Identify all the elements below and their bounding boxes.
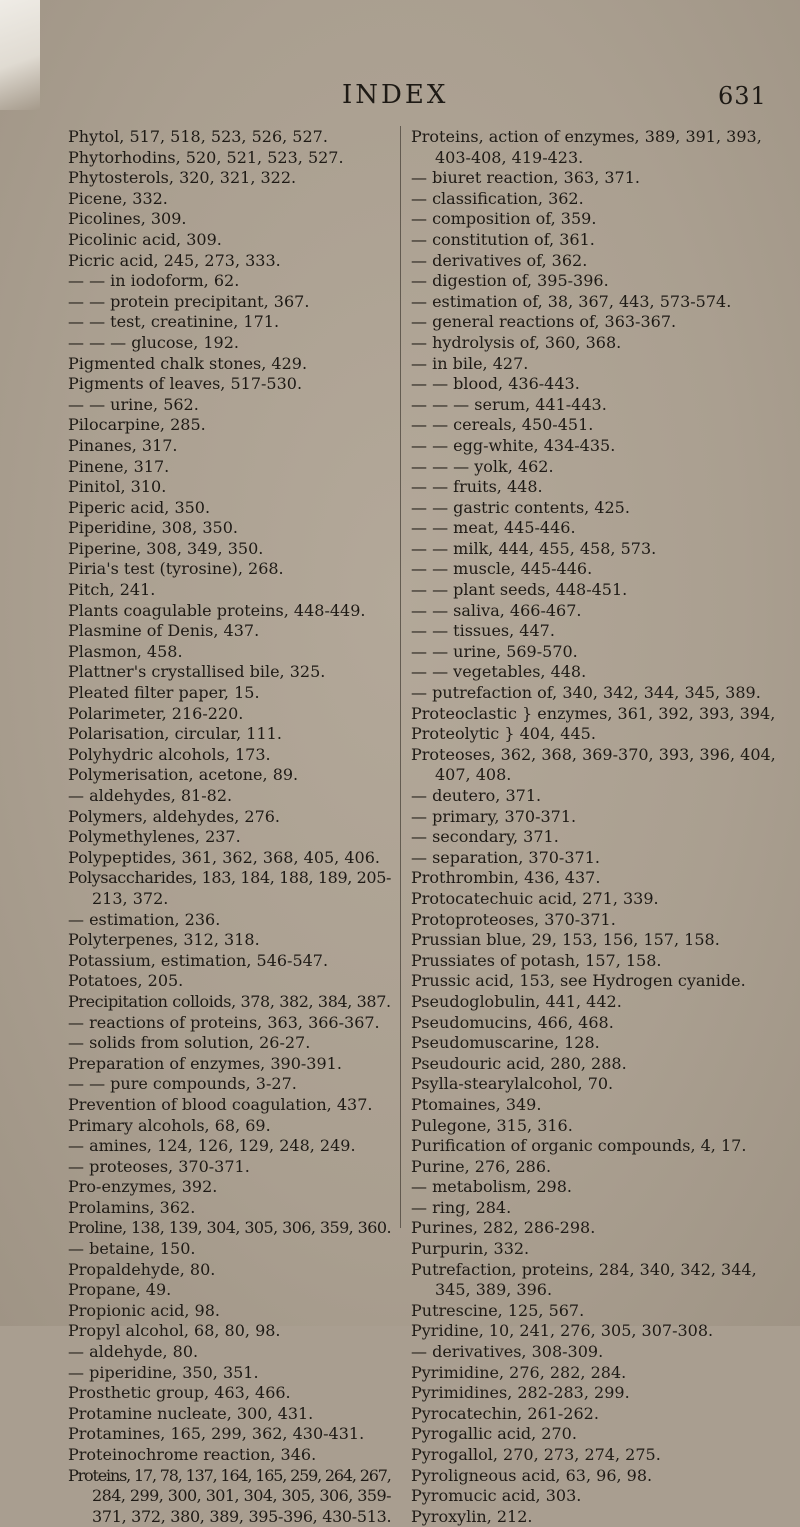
index-entry: Polymethylenes, 237. [68,827,241,847]
index-entry: — digestion of, 395-396. [411,271,609,291]
index-entry: 345, 389, 396. [435,1280,553,1300]
index-entry: — piperidine, 350, 351. [68,1362,259,1382]
index-entry: Purines, 282, 286-298. [411,1218,596,1238]
index-entry: 371, 372, 380, 389, 395-396, 430-513. [92,1506,392,1526]
index-entry: Polymers, aldehydes, 276. [68,806,281,826]
index-entry: — — saliva, 466-467. [411,600,582,620]
index-entry: Proteinochrome reaction, 346. [68,1445,317,1464]
index-entry: Plattner's crystallised bile, 325. [68,662,326,682]
index-entry: Protoproteoses, 370-371. [411,909,616,929]
index-entry: Prolamins, 362. [68,1197,196,1217]
index-entry: Propyl alcohol, 68, 80, 98. [68,1321,281,1341]
index-entry: — proteoses, 370-371. [68,1156,250,1176]
index-entry: — — muscle, 445-446. [411,559,593,579]
index-entry: Purine, 276, 286. [411,1156,552,1176]
index-entry: Polymerisation, acetone, 89. [68,765,299,785]
index-entry: Protamines, 165, 299, 362, 430-431. [68,1424,365,1444]
index-entry: — derivatives, 308-309. [411,1342,604,1362]
index-entry: — metabolism, 298. [411,1177,572,1197]
index-entry: Prussic acid, 153, see Hydrogen cyanide. [411,971,746,991]
index-entry: Picolinic acid, 309. [68,229,222,249]
index-entry: Pyridine, 10, 241, 276, 305, 307-308. [411,1321,714,1341]
index-entry: Pseudomuscarine, 128. [411,1033,600,1053]
index-entry: Pseudoglobulin, 441, 442. [411,991,622,1011]
index-entry: — classification, 362. [411,188,584,208]
index-entry: Pseudouric acid, 280, 288. [411,1053,627,1073]
index-entry: Purpurin, 332. [411,1239,530,1259]
index-entry: Pleated filter paper, 15. [68,683,260,703]
index-entry: — betaine, 150. [68,1239,196,1259]
index-entry: Pyrimidines, 282-283, 299. [411,1383,630,1403]
index-entry: Prosthetic group, 463, 466. [68,1383,291,1403]
index-entry: Picene, 332. [68,188,168,208]
index-entry: Pyrimidine, 276, 282, 284. [411,1362,627,1382]
index-entry: Pilocarpine, 285. [68,415,206,435]
index-entry: — secondary, 371. [411,827,559,847]
index-entry: — — meat, 445-446. [411,518,576,538]
index-entry: Primary alcohols, 68, 69. [68,1115,271,1135]
index-entry: Propane, 49. [68,1280,172,1300]
index-entry: — amines, 124, 126, 129, 248, 249. [68,1136,356,1156]
index-entry: Polarisation, circular, 111. [68,724,282,744]
index-entry: Prothrombin, 436, 437. [411,868,601,888]
column-divider [400,126,401,1228]
index-entry: Prussiates of potash, 157, 158. [411,950,662,970]
index-entry: — — blood, 436-443. [411,374,580,394]
index-entry: — — milk, 444, 455, 458, 573. [411,538,657,558]
index-entry: — — in iodoform, 62. [68,271,240,291]
index-entry: — solids from solution, 26-27. [68,1033,311,1053]
index-entry: Pigmented chalk stones, 429. [68,353,308,373]
index-entry: Proline, 138, 139, 304, 305, 306, 359, 360. [68,1218,391,1238]
index-entry: — — — glucose, 192. [68,332,239,352]
index-entry: Pinanes, 317. [68,435,178,455]
index-entry: Pseudomucins, 466, 468. [411,1012,614,1032]
index-entry: — separation, 370-371. [411,847,600,867]
index-entry: Pyromucic acid, 303. [411,1486,582,1506]
index-entry: Psylla-stearylalcohol, 70. [411,1074,614,1094]
index-entry: Putrefaction, proteins, 284, 340, 342, 344, [411,1259,757,1279]
index-entry: Piperic acid, 350. [68,497,211,517]
index-entry: Propionic acid, 98. [68,1300,220,1320]
index-entry: 284, 299, 300, 301, 304, 305, 306, 359- [92,1486,391,1506]
index-entry: Pro-enzymes, 392. [68,1177,218,1197]
index-entry: Phytol, 517, 518, 523, 526, 527. [68,127,328,146]
index-entry: Proteoclastic } enzymes, 361, 392, 393, 394, [411,703,776,723]
index-entry: Precipitation colloids, 378, 382, 384, 387. [68,991,391,1011]
page-number: 631 [718,82,767,110]
index-entry: Polyterpenes, 312, 318. [68,930,260,950]
index-entry: — — test, creatinine, 171. [68,312,280,332]
index-entry: — putrefaction of, 340, 342, 344, 345, 389. [411,683,761,703]
index-entry: Plants coagulable proteins, 448-449. [68,600,366,620]
index-entry: Prevention of blood coagulation, 437. [68,1094,373,1114]
index-entry: Piria's test (tyrosine), 268. [68,559,284,579]
index-entry: Pigments of leaves, 517-530. [68,374,303,394]
index-entry: — — vegetables, 448. [411,662,587,682]
index-entry: — — egg-white, 434-435. [411,435,616,455]
index-entry: — reactions of proteins, 363, 366-367. [68,1012,380,1032]
index-entry: 213, 372. [92,888,169,908]
index-entry: — derivatives of, 362. [411,250,588,270]
index-entry: — — protein precipitant, 367. [68,291,310,311]
page-title: INDEX [342,80,449,110]
index-entry: Proteins, action of enzymes, 389, 391, 393, [411,127,762,146]
index-entry: Putrescine, 125, 567. [411,1300,585,1320]
index-entry: — — fruits, 448. [411,477,543,497]
index-entry: Piperidine, 308, 350. [68,518,238,538]
index-entry: Pitch, 241. [68,580,156,600]
index-entry: Preparation of enzymes, 390-391. [68,1053,342,1073]
index-entry: 407, 408. [435,765,512,785]
index-entry: Potassium, estimation, 546-547. [68,950,329,970]
index-entry: Picric acid, 245, 273, 333. [68,250,281,270]
index-entry: — in bile, 427. [411,353,529,373]
index-entry: Plasmon, 458. [68,641,183,661]
index-entry: — — tissues, 447. [411,621,555,641]
index-column-right [411,127,783,1527]
index-entry: — deutero, 371. [411,786,542,805]
index-entry: — biuret reaction, 363, 371. [411,168,640,188]
index-entry: — constitution of, 361. [411,229,595,249]
index-entry: Pulegone, 315, 316. [411,1115,573,1135]
index-entry: Protocatechuic acid, 271, 339. [411,888,659,908]
index-entry: Proteolytic } 404, 445. [411,724,596,744]
index-entry: Polysaccharides, 183, 184, 188, 189, 205- [68,868,392,888]
index-entry: — estimation, 236. [68,909,221,929]
index-entry: — — gastric contents, 425. [411,497,630,517]
index-entry: Prussian blue, 29, 153, 156, 157, 158. [411,930,720,950]
index-entry: Proteoses, 362, 368, 369-370, 393, 396, 404, [411,744,776,764]
index-entry: 403-408, 419-423. [435,147,584,167]
index-entry: — estimation of, 38, 367, 443, 573-574. [411,291,732,311]
index-entry: Piperine, 308, 349, 350. [68,538,264,558]
index-entry: Polyhydric alcohols, 173. [68,744,271,764]
index-entry: — ring, 284. [411,1197,512,1217]
index-entry: Phytosterols, 320, 321, 322. [68,168,297,188]
index-entry: — — pure compounds, 3-27. [68,1074,297,1094]
page-header [0,80,800,114]
index-entry: Pinene, 317. [68,456,170,476]
index-entry: — — urine, 562. [68,394,199,414]
index-entry: Proteins, 17, 78, 137, 164, 165, 259, 264, 267, [68,1465,391,1485]
index-column-left [68,127,393,1527]
index-entry: — — — serum, 441-443. [411,394,607,414]
index-entry: — general reactions of, 363-367. [411,312,677,332]
index-entry: Propaldehyde, 80. [68,1259,216,1279]
index-entry: Pyroxylin, 212. [411,1506,533,1526]
index-entry: — — urine, 569-570. [411,641,578,661]
index-entry: — — — yolk, 462. [411,456,554,476]
index-entry: — aldehyde, 80. [68,1342,199,1362]
index-entry: Pyroligneous acid, 63, 96, 98. [411,1465,653,1485]
index-entry: Phytorhodins, 520, 521, 523, 527. [68,147,344,167]
index-entry: — hydrolysis of, 360, 368. [411,332,622,352]
index-entry: — — plant seeds, 448-451. [411,580,628,600]
index-entry: Purification of organic compounds, 4, 17. [411,1136,747,1156]
index-entry: Potatoes, 205. [68,971,184,991]
index-entry: Pyrogallol, 270, 273, 274, 275. [411,1445,661,1464]
index-entry: Plasmine of Denis, 437. [68,621,260,641]
index-entry: Protamine nucleate, 300, 431. [68,1403,314,1423]
index-entry: — composition of, 359. [411,209,597,229]
index-entry: Ptomaines, 349. [411,1094,542,1114]
index-entry: Pyrogallic acid, 270. [411,1424,577,1444]
index-entry: Polarimeter, 216-220. [68,703,244,723]
index-entry: — — cereals, 450-451. [411,415,594,435]
index-entry: Pyrocatechin, 261-262. [411,1403,599,1423]
index-entry: Pinitol, 310. [68,477,167,497]
index-entry: Picolines, 309. [68,209,187,229]
index-entry: Polypeptides, 361, 362, 368, 405, 406. [68,847,380,867]
index-entry: — aldehydes, 81-82. [68,786,233,805]
index-entry: — primary, 370-371. [411,806,577,826]
